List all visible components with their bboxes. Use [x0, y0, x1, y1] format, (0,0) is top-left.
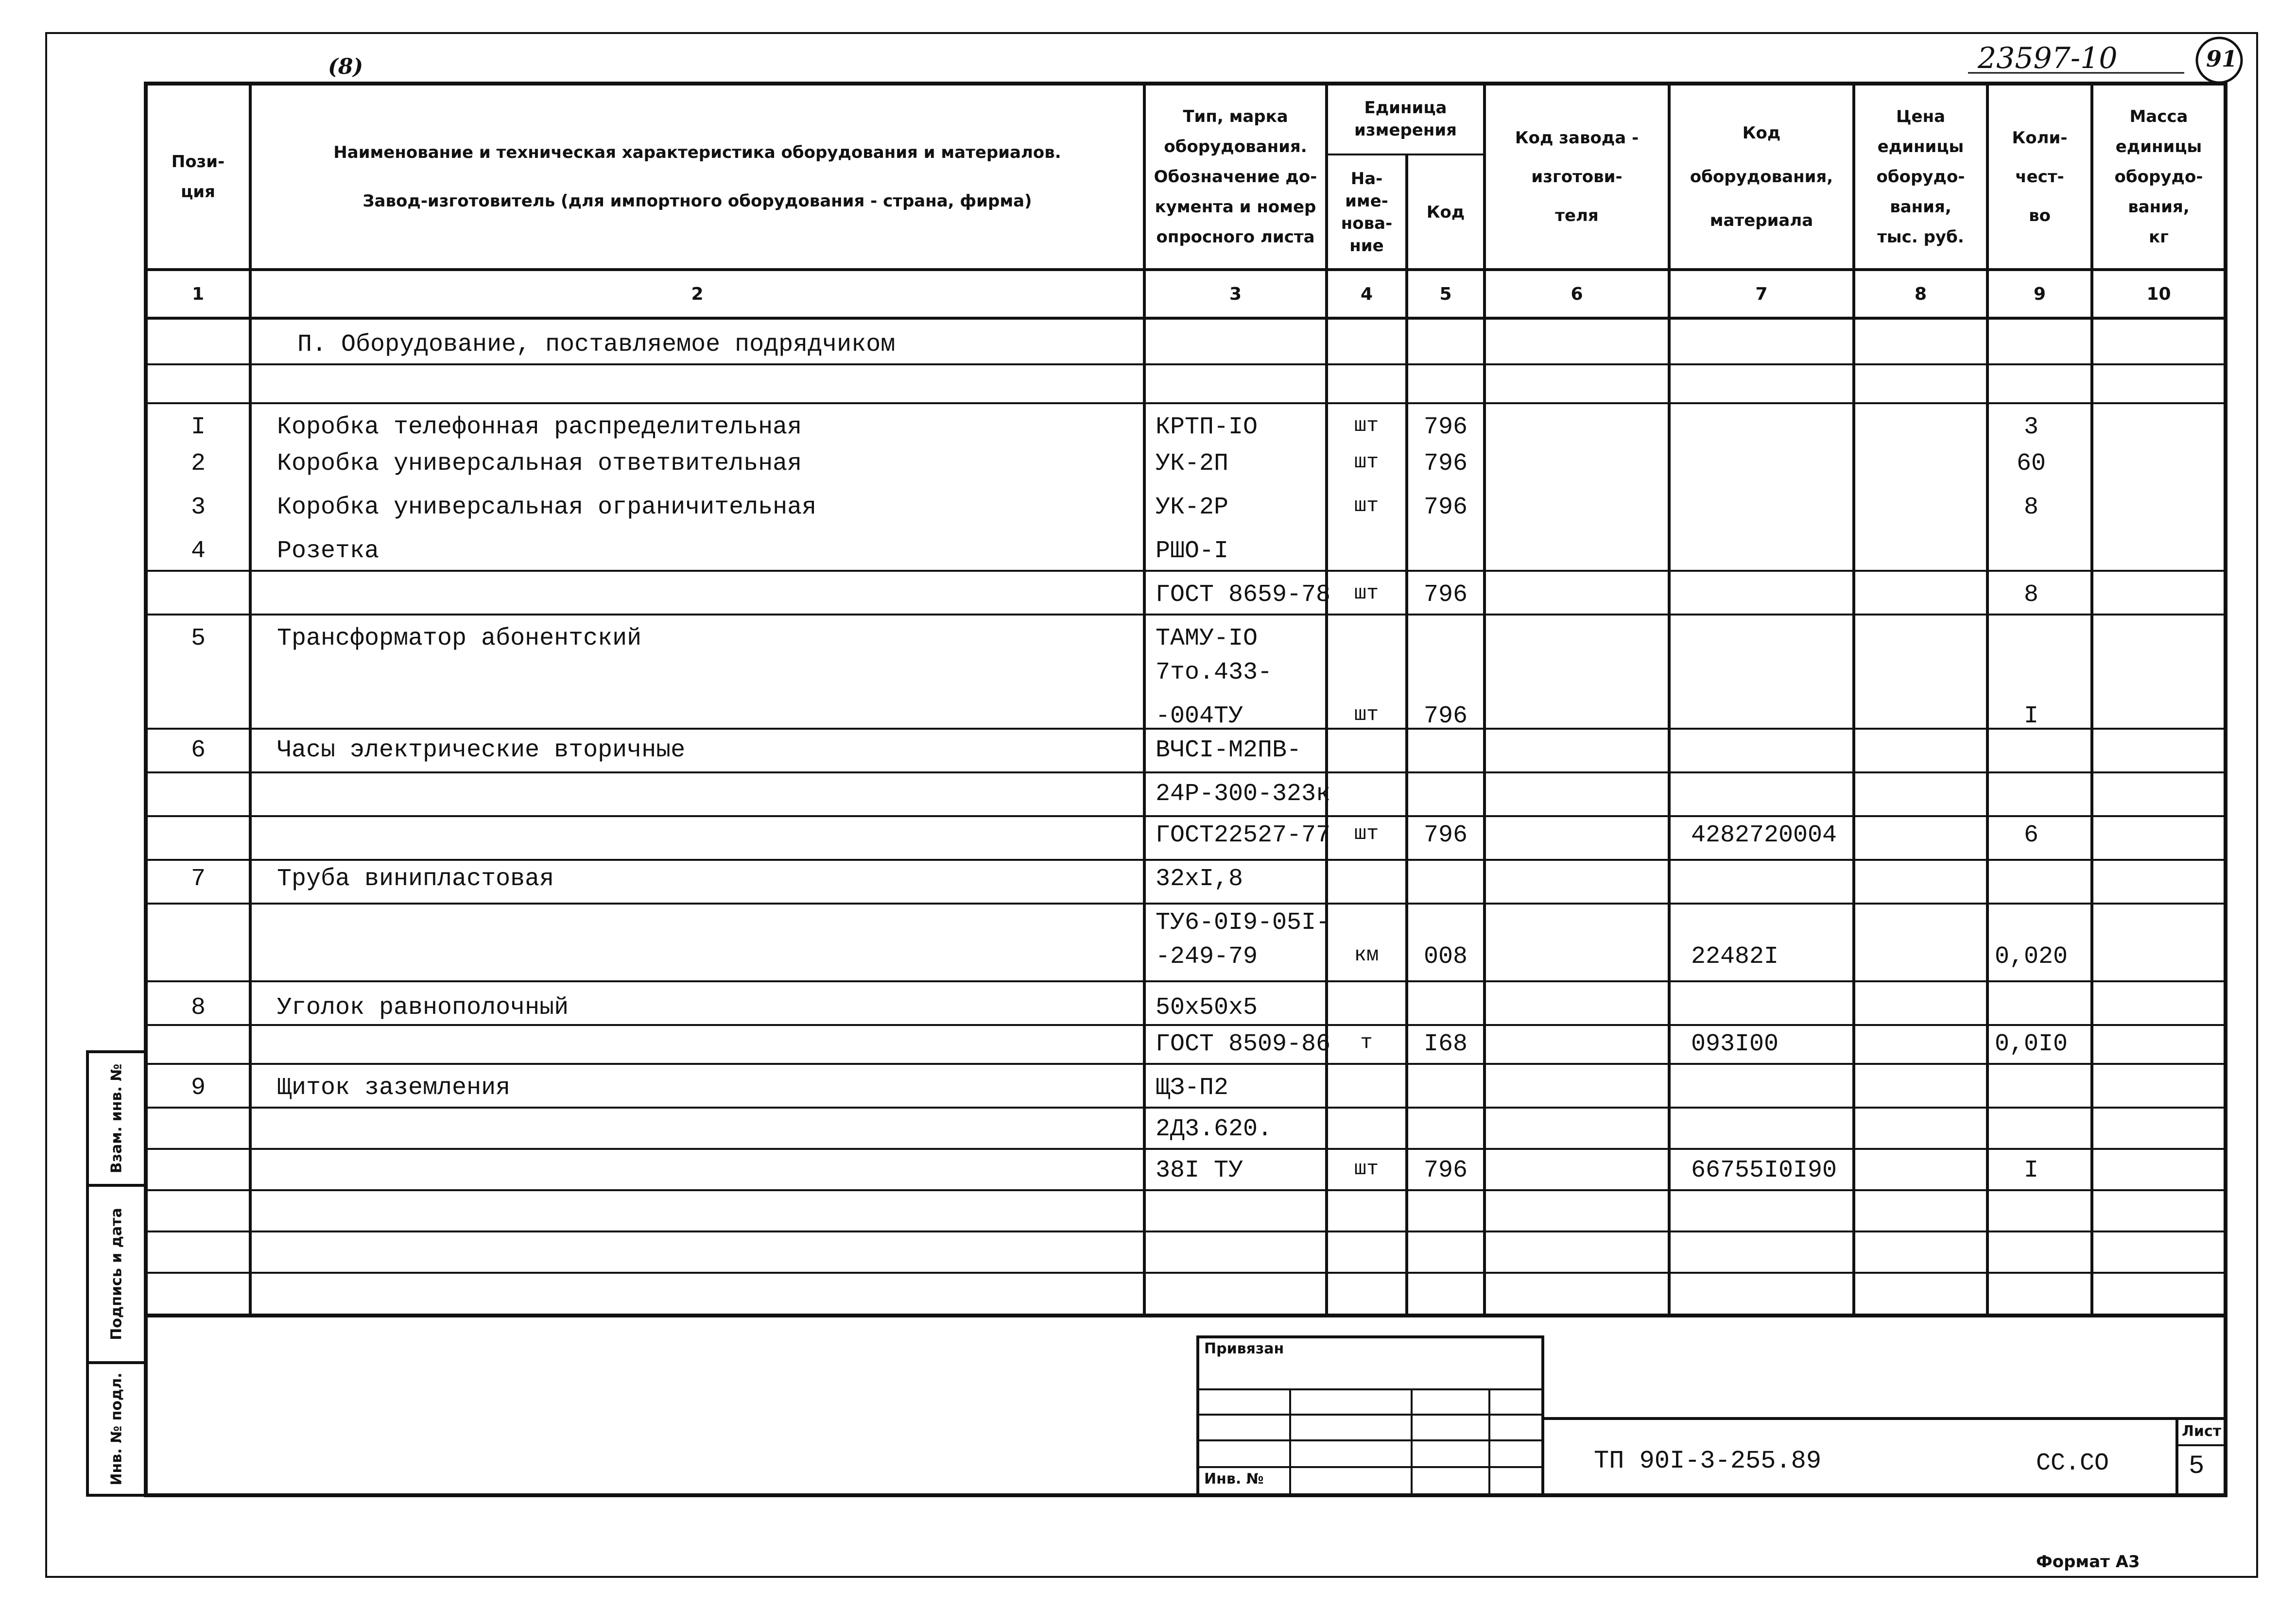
cell-unit: шт — [1354, 414, 1379, 437]
cell-code: 093I00 — [1691, 1030, 1779, 1058]
col-num: 4 — [1360, 284, 1373, 304]
cell-name: Щиток заземления — [277, 1074, 511, 1102]
side-vzam-inv: Взам. инв. № — [108, 1063, 125, 1174]
cell-type: -004ТУ — [1156, 702, 1243, 730]
cell-name: Коробка универсальная ответвительная — [277, 450, 802, 478]
cell-type: ГОСТ22527-77 — [1156, 821, 1331, 849]
side-inv-podl: Инв. № подл. — [108, 1372, 125, 1486]
col-label-unit-code: Код — [1426, 202, 1465, 222]
cell-type: ТУ6-0I9-05I- — [1156, 909, 1331, 937]
list-label: Лист — [2182, 1423, 2222, 1440]
col-label-name: Наименование и техническая характеристика оборудования и материалов. Завод-изготовитель (для импортного оборудования - страна, фирма) — [333, 142, 1061, 211]
cell-type: 38I ТУ — [1156, 1157, 1243, 1184]
cell-name: Коробка телефонная распределительная — [277, 413, 802, 441]
cell-pos: 3 — [190, 494, 206, 521]
cell-name: Трансформатор абонентский — [277, 625, 642, 652]
cell-pos: 2 — [190, 450, 206, 478]
cell-unit: шт — [1354, 494, 1379, 517]
cell-qty: 6 — [2023, 821, 2039, 849]
col-label-type: Тип, марка оборудования. Обозначение до- кумента и номер опросного листа — [1154, 106, 1317, 247]
col-label-factory-code: Код завода - изготови- теля — [1515, 128, 1639, 225]
cell-unit: шт — [1354, 822, 1379, 845]
document-designation: ТП 90I-3-255.89 — [1594, 1447, 1822, 1475]
cell-pos: 4 — [190, 537, 206, 565]
cell-type: ГОСТ 8659-78 — [1156, 581, 1331, 609]
cell-name: Труба винипластовая — [277, 865, 554, 893]
col-num: 5 — [1439, 284, 1452, 304]
cell-qty: 0,020 — [1994, 943, 2068, 971]
cell-qty: 60 — [2016, 450, 2046, 478]
cell-name: Часы электрические вторичные — [277, 736, 686, 764]
col-num: 1 — [191, 284, 205, 304]
cell-qty: I — [2023, 1157, 2039, 1184]
cell-qty: I — [2023, 702, 2039, 730]
cell-code: 4282720004 — [1691, 821, 1837, 849]
stamp-inv-no: Инв. № — [1204, 1470, 1264, 1487]
cell-pos: 6 — [190, 736, 206, 764]
cell-type: 32хI,8 — [1156, 865, 1243, 893]
cell-pos: 9 — [190, 1074, 206, 1102]
cell-qty: 8 — [2023, 494, 2039, 521]
cell-type: УК-2П — [1156, 450, 1229, 478]
col-num: 10 — [2146, 284, 2171, 304]
col-num: 3 — [1229, 284, 1242, 304]
col-group-unit: Единица измерения — [1354, 98, 1457, 140]
cell-type: ЩЗ-П2 — [1156, 1074, 1229, 1102]
cell-type: 50х50х5 — [1156, 994, 1258, 1022]
cell-type: КРТП-IO — [1156, 413, 1258, 441]
cell-unit: шт — [1354, 1157, 1379, 1180]
col-num: 2 — [691, 284, 704, 304]
cell-unit: шт — [1354, 450, 1379, 474]
cell-ucode: 796 — [1423, 413, 1468, 441]
document-mark: СС.СО — [2036, 1450, 2109, 1477]
cell-ucode: 796 — [1423, 1157, 1468, 1184]
cell-code: 22482I — [1691, 943, 1779, 971]
cell-type: 2Д3.620. — [1156, 1115, 1273, 1143]
cell-type: 24Р-300-323к — [1156, 780, 1331, 808]
cell-type: РШО-I — [1156, 537, 1229, 565]
cell-unit: шт — [1354, 703, 1379, 726]
list-value: 5 — [2189, 1452, 2205, 1481]
col-num: 8 — [1914, 284, 1927, 304]
side-signature-date: Подпись и дата — [108, 1208, 125, 1340]
col-label-quantity: Коли- чест- во — [2012, 128, 2068, 225]
col-num: 9 — [2033, 284, 2046, 304]
cell-pos: 7 — [190, 865, 206, 893]
page-circle-number: 91 — [2206, 46, 2238, 72]
cell-ucode: I68 — [1423, 1030, 1468, 1058]
col-num: 7 — [1755, 284, 1768, 304]
cell-type: ГОСТ 8509-86 — [1156, 1030, 1331, 1058]
cell-name: Розетка — [277, 537, 380, 565]
format-label: Формат А3 — [2036, 1552, 2140, 1572]
cell-ucode: 796 — [1423, 494, 1468, 521]
drawing-code-top: 23597-10 — [1978, 41, 2118, 75]
cell-pos: I — [190, 413, 206, 441]
cell-qty: 0,0I0 — [1994, 1030, 2068, 1058]
cell-unit: т — [1360, 1031, 1373, 1054]
cell-type: ВЧСI-М2ПВ- — [1156, 736, 1302, 764]
stamp-privyazan: Привязан — [1204, 1340, 1284, 1357]
cell-name: Уголок равнополочный — [277, 994, 569, 1022]
col-label-equipment-code: Код оборудования, материала — [1690, 123, 1833, 230]
cell-pos: 5 — [190, 625, 206, 652]
cell-qty: 8 — [2023, 581, 2039, 609]
cell-type: ТАМУ-IO — [1156, 625, 1258, 652]
cell-ucode: 796 — [1423, 821, 1468, 849]
cell-type: -249-79 — [1156, 943, 1258, 971]
col-label-unit-name: На- име- нова- ние — [1341, 169, 1393, 256]
sheet-number-top: (8) — [328, 54, 363, 79]
section-title: П. Оборудование, поставляемое подрядчиком — [297, 331, 896, 359]
cell-type: 7то.433- — [1156, 659, 1273, 686]
cell-unit: шт — [1354, 581, 1379, 605]
col-label-mass: Масса единицы оборудо- вания, кг — [2114, 106, 2203, 247]
cell-name: Коробка универсальная ограничительная — [277, 494, 817, 521]
cell-code: 66755I0I90 — [1691, 1157, 1837, 1184]
cell-ucode: 796 — [1423, 702, 1468, 730]
cell-pos: 8 — [190, 994, 206, 1022]
cell-type: УК-2Р — [1156, 494, 1229, 521]
cell-unit: км — [1354, 943, 1379, 967]
cell-ucode: 796 — [1423, 581, 1468, 609]
cell-ucode: 796 — [1423, 450, 1468, 478]
col-label-position: Пози- ция — [171, 152, 225, 202]
cell-qty: 3 — [2023, 413, 2039, 441]
col-label-price: Цена единицы оборудо- вания, тыс. руб. — [1876, 106, 1965, 247]
cell-ucode: 008 — [1423, 943, 1468, 971]
col-num: 6 — [1571, 284, 1583, 304]
